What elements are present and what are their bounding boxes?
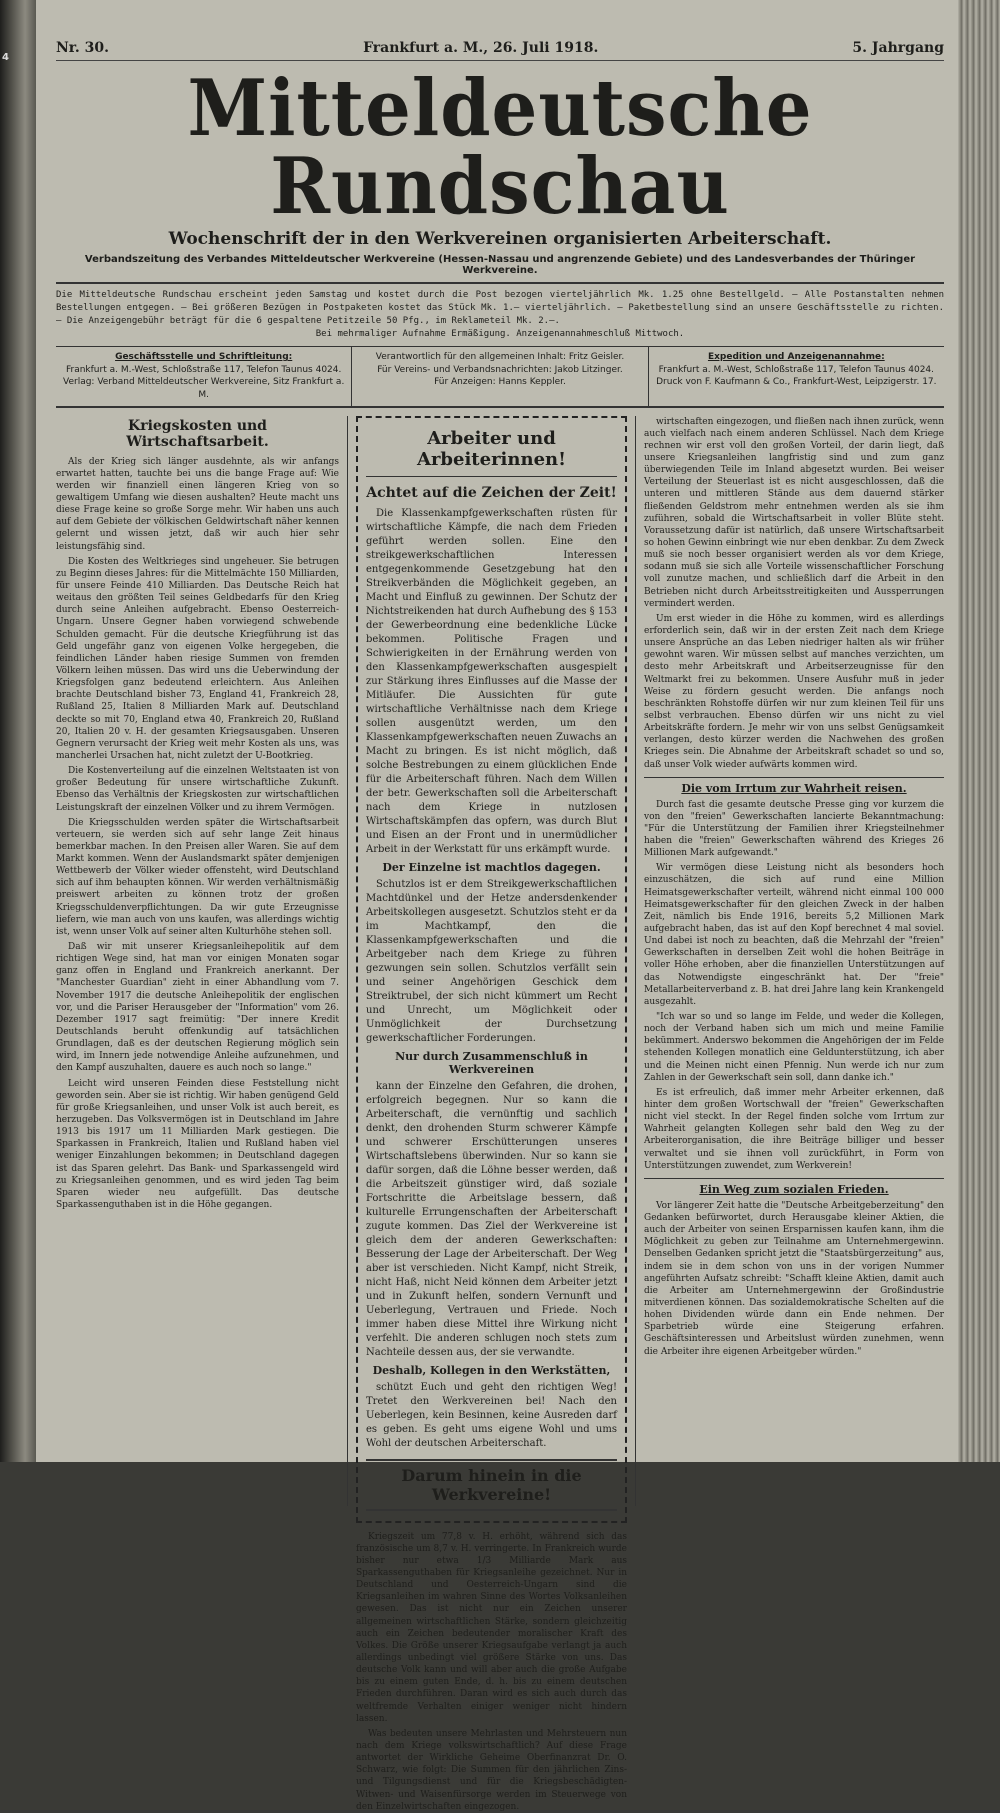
notice-line-1: Die Mitteldeutsche Rundschau erscheint jeden Samstag und kostet durch die Post bezogen vierteljährlich Mk. 1.25 ohne Bestellgeld. — Alle Postanstalten nehmen Bestellungen entgegen. — Bei größeren Bezügen in Postpaketen kostet das Stück Mk. 1.— vierteljährlich. — Paketbestellung sind an unsere Geschäftsstelle zu richten. — Die Anzeigengebühr beträgt für die 6 gespaltene Petitzeile 50 Pfg., im Reklameteil Mk. 2.—. — [56, 290, 944, 327]
article-title: Die vom Irrtum zur Wahrheit reisen. — [681, 781, 907, 795]
article-columns — [56, 416, 944, 1812]
appeal-box — [356, 416, 627, 1523]
ads-title: Expedition und Anzeigenannahme: — [707, 352, 885, 363]
paragraph: Die Kosten des Weltkrieges sind ungeheuer. Sie betrugen zu Beginn dieses Jahres: für die Mittelmächte 150 Milliarden, für unsere Feinde 410 Milliarden. Das Deutsche Reich hat weitaus den größten Teil seines Geldbedarfs für den Krieg durch seine Anleihen aufgebracht. Ebenso Oesterreich-Ungarn. Unsere Gegner haben vorwiegend schwebende Schulden gemacht. Für die deutsche Kriegführung ist das Geld ungefähr ganz von eigenen Volke hergegeben, die feindlichen Länder haben riesige Summen von fremden Völkern leihen müssen. Das wird uns die Ueberwindung der Kriegsfolgen ganz bedeutend erleichtern. Aus Anleihen brachte Deutschland bisher 73, England 41, Frankreich 28, Rußland 25, Italien 8 Milliarden Mark auf. Deutschland deckte so mit 70, England etwa 40, Frankreich 20, Rußland 20, Italien 20 v. H. der gesamten Kriegsausgaben. Unseren Gegnern verursacht der Krieg weit mehr Kosten als uns, was mancherlei Ursachen hat, nicht zuletzt der U-Bootkrieg. — [56, 556, 339, 761]
paragraph: Die Kostenverteilung auf die einzelnen Weltstaaten ist von großer Bedeutung für unsere wirtschaftliche Zukunft. Ebenso das Verhältnis der Kriegskosten zur wirtschaftlichen Leistungskraft der einzelnen Völker und zu ihrem Vermögen. — [56, 766, 339, 813]
volume: 5. Jahrgang — [852, 40, 944, 56]
appeal-paragraph: Die Klassenkampfgewerkschaften rüsten für wirtschaftliche Kämpfe, die nach dem Frieden geführt werden sollen. Eine den streikgewerkschaftlichen Interessen entgegenkommende Gesetzgebung hat den Streikverbänden die Möglichkeit gegeben, an Macht und Einfluß zu gewinnen. Der Schutz der Nichtstreikenden hat durch Aufhebung des § 153 der Gewerbeordnung eine bedenkliche Lücke bekommen. Politische Fragen und Schwierigkeiten in der Ernährung werden von den Klassenkampfgewerkschaften ausgespielt zur Stärkung ihres Einflusses auf die Masse der Mitläufer. Die Aussichten für gute wirtschaftliche Verhältnisse nach dem Kriege sollen ausgenützt werden, um den Klassenkampfgewerkschaften neuen Zuwachs an Macht zu bringen. Es ist nicht möglich, daß solche Bestrebungen zu einem glücklichen Ende für die Arbeiterschaft führen. Nach dem Willen der betr. Gewerkschaften soll die Arbeiterschaft nach dem Kriege in nutzlosen Wirtschaftskämpfen das opfern, was durch Blut und Eisen an der Front und in unermüdlicher Arbeit in der Werkstatt für uns erkämpft wurde. — [366, 507, 617, 855]
column-left — [56, 416, 348, 1506]
margin-page-number: 4 — [2, 52, 9, 63]
office-title: Geschäftsstelle und Schriftleitung: — [115, 352, 293, 363]
appeal-paragraph: Schutzlos ist er dem Streikgewerkschaftlichen Machtdünkel und der Hetze andersdenkender Arbeitskollegen ausgesetzt. Schutzlos steht er da im Machtkampf, den die Klassenkampfgewerkschaften und die Arbeitgeber nach dem Kriege zu führen gezwungen sein sollen. Schutzlos verfällt sein und seiner Angehörigen Geschick dem Streiktrubel, der sich nicht kümmert um Recht und Unrecht, um Möglichkeit oder Unmöglichkeit der Durchsetzung gewerkschaftlicher Forderungen. — [366, 878, 617, 1044]
paragraph: Vor längerer Zeit hatte die "Deutsche Arbeitgeberzeitung" den Gedanken befürwortet, durch Herausgabe kleiner Aktien, die auch der Arbeiter von seinen Ersparnissen kaufen kann, ihm die Möglichkeit zu geben zur Teilnahme am Unternehmergewinn. Denselben Gedanken spricht jetzt die "Staatsbürgerzeitung" aus, indem sie in dem schon von uns in der vorigen Nummer angeführten Aufsatz schreibt: "Schafft kleine Aktien, damit auch die Arbeiter am Unternehmergewinn der Großindustrie mitverdienen können. Das sozialdemokratische Schelten auf die hohen Dividenden würde dann ein Ende nehmen. Der Sparbetrieb würde eine Steigerung erfahren. Geschäftsinteressen und Arbeitslust würden zunehmen, wenn die Arbeiter ihre eigenen Arbeitgeber würden." — [644, 1200, 944, 1357]
article-irrtum — [644, 777, 944, 1172]
responsible-box — [351, 347, 647, 405]
issue-number: Nr. 30. — [56, 40, 109, 56]
newspaper-page — [36, 0, 958, 1812]
paragraph: Was bedeuten unsere Mehrlasten und Mehrsteuern nun nach dem Kriege volkswirtschaftlich? Auf diese Frage antwortet der Wirkliche Geheime Oberfinanzrat Dr. O. Schwarz, wie folgt: Die Summen für den jährlichen Zins- und Tilgungsdienst und für die Kriegsbeschädigten- Witwen- und Waisenfürsorge werden im Steuerwege von den Einzelwirtschaften eingezogen. — [356, 1728, 627, 1812]
responsible-general: Verantwortlich für den allgemeinen Inhalt: Fritz Geisler. — [375, 352, 625, 363]
office-publisher: Verlag: Verband Mitteldeutscher Werkvereine, Sitz Frankfurt a. M. — [63, 377, 345, 400]
ads-address: Frankfurt a. M.-West, Schloßstraße 117, Telefon Taunus 4024. — [658, 364, 935, 375]
paragraph: wirtschaften eingezogen, und fließen nach ihnen zurück, wenn auch vielfach nach einem anderen Schlüssel. Nach dem Kriege rechnen wir erst voll den großen Vorteil, der darin liegt, daß unsere Kriegsanleihen langfristig sind und zum ganz überwiegenden Teile im Inland abgesetzt wurden. Bei weiser Verteilung der Steuerlast ist es nicht ausgeschlossen, daß die unteren und mittleren Stände aus dem dauernd stärker fließenden Geldstrom mehr entnehmen werden als sie ihm zuführen, sobald die Wirtschaftsarbeit in voller Blüte steht. Voraussetzung dafür ist natürlich, daß unsere Wirtschaftsarbeit so hohen Gewinn einbringt wie nur eben denkbar. Zu dem Zweck muß sie noch besser organisiert werden als vor dem Kriege, sodann muß sie sich alle Vorteile wissenschaftlicher Forschung voll zunutze machen, und schließlich darf die Arbeit in den Betrieben nicht durch Arbeitsstreitigkeiten und Aussperrungen vermindert werden. — [644, 416, 944, 609]
book-binding-left — [0, 0, 36, 1462]
paragraph: Wir vermögen diese Leistung nicht als besonders hoch einzuschätzen, die sich auf rund eine Million Heimatsgewerkschafter verteilt, während nicht einmal 100 000 Heimatsgewerkschafter für den gleichen Zweck in der halben Zeit, nämlich bis Ende 1916, bereits 5,2 Millionen Mark aufgebracht haben, das ist auf den Kopf berechnet 4 mal soviel. Und dabei ist noch zu beachten, daß die Mehrzahl der "freien" Gewerkschaften in derselben Zeit wohl die hohen Beiträge in voller Höhe erhoben, aber die finanziellen Unterstützungen auf das Notwendigste eingeschränkt hat. Der "freie" Metallarbeiterverband z. B. hat drei Jahre lang kein Krankengeld ausgezahlt. — [644, 863, 944, 1007]
appeal-heading: Der Einzelne ist machtlos dagegen. — [382, 860, 601, 874]
organ-line: Verbandszeitung des Verbandes Mitteldeutscher Werkvereine (Hessen-Nassau und angrenzende Gebiete) und des Landesverbandes der Thüringer Werkvereine. — [56, 254, 944, 284]
responsible-news: Für Vereins- und Verbandsnachrichten: Jakob Litzinger. — [377, 364, 623, 375]
office-box — [56, 347, 351, 405]
appeal-heading: Deshalb, Kollegen in den Werkstätten, — [372, 1363, 611, 1377]
responsible-ads: Für Anzeigen: Hanns Keppler. — [434, 377, 566, 388]
article-title: Ein Weg zum sozialen Frieden. — [699, 1182, 889, 1196]
place-date: Frankfurt a. M., 26. Juli 1918. — [363, 40, 599, 56]
paragraph: Als der Krieg sich länger ausdehnte, als wir anfangs erwartet hatten, tauchte bei uns die bange Frage auf: Wie werden wir finanziell einen längeren Krieg von so gewaltigem Umfang wie diesen aushalten? Heute macht uns diese Frage keine so große Sorge mehr. Wir haben uns auch auf dem Gebiete der völkischen Geldwirtschaft näher kennen gelernt und wissen jetzt, daß wir auch hier sehr leistungsfähig sind. — [56, 456, 339, 552]
appeal-subtitle: Achtet auf die Zeichen der Zeit! — [366, 484, 617, 501]
column-middle — [348, 416, 636, 1812]
article-sozialer-frieden — [644, 1178, 944, 1358]
info-boxes — [56, 347, 944, 407]
column-right — [636, 416, 944, 1506]
paragraph: Um erst wieder in die Höhe zu kommen, wird es allerdings erforderlich sein, daß wir in der ersten Zeit nach dem Kriege unsere Ansprüche an das Leben niedriger halten als wir früher gewohnt waren. Wir müssen selbst auf manches verzichten, um desto mehr Arbeitskraft und Arbeitserzeugnisse für den Weltmarkt frei zu bekommen. Unsere Ausfuhr muß in jeder Weise zu fördern gesucht werden. Die anfangs noch beschränkten Rohstoffe dürfen wir nur zum kleinen Teil für uns selbst verbrauchen. Ebenso dürfen wir uns nicht zu viel Arbeitskräfte fordern. Je mehr wir von uns selbst Genügsamkeit verlangen, desto kürzer werden die Nachwehen des großen Krieges sein. Die Abnahme der Arbeitskraft schadet so und so, daß unser Volk wieder aufwärts kommen wird. — [644, 613, 944, 770]
masthead-subtitle: Wochenschrift der in den Werkvereinen organisierten Arbeiterschaft. — [168, 229, 832, 249]
office-address: Frankfurt a. M.-West, Schloßstraße 117, Telefon Taunus 4024. — [65, 364, 342, 375]
appeal-title: Arbeiter und Arbeiterinnen! — [366, 428, 617, 477]
paragraph: Leicht wird unseren Feinden diese Feststellung nicht geworden sein. Aber sie ist richtig. Wir haben genügend Geld für große Kriegsanleihen, und unser Volk ist auch bereit, es herzugeben. Das Volksvermögen ist in Deutschland im Jahre 1913 bis 1917 um 11 Milliarden Mark gestiegen. Die Sparkassen in Frankreich, Italien und Rußland haben viel weniger Einzahlungen bekommen; in Deutschland dagegen ist das Sparen gelehrt. Das Bank- und Sparkassengeld wird zu Kriegsanleihen genommen, und es wird jeden Tag beim Sparen wieder neu aufgefüllt. Das deutsche Sparkassenguthaben ist in die Höhe gegangen. — [56, 1078, 339, 1210]
ads-box — [648, 347, 944, 405]
appeal-paragraph: kann der Einzelne den Gefahren, die drohen, erfolgreich begegnen. Nur so kann die Arbeiterschaft, die vernünftig und sachlich denkt, den drohenden Sturm schwerer Kämpfe und schwerer Erschütterungen unseres Wirtschaftslebens überwinden. Nur so kann sie dafür sorgen, daß die Löhne besser werden, daß die Arbeitszeit günstiger wird, daß soziale Fortschritte die Arbeitslage bessern, daß kulturelle Errungenschaften der Arbeiterschaft zugute kommen. Das Ziel der Werkvereine ist gleich dem der anderen Gewerkschaften: Besserung der Lage der Arbeiterschaft. Der Weg aber ist verschieden. Nicht Kampf, nicht Streik, nicht Haß, nicht Neid können dem Arbeiter jetzt und in Zukunft helfen, sondern Vernunft und Ueberlegung, Vertrauen und Friede. Noch immer haben diese Mittel ihre Wirkung nicht verfehlt. Die anderen schlugen noch stets zum Nachteile dessen aus, der sie verwandte. — [366, 1080, 617, 1358]
paragraph: Daß wir mit unserer Kriegsanleihepolitik auf dem richtigen Wege sind, hat man vor einigen Monaten sogar ganz offen in England und Frankreich anerkannt. Der "Manchester Guardian" zieht in einer Abhandlung vom 7. November 1917 die deutsche Anleihepolitik der englischen vor, und die Pariser Herausgeber der "Information" vom 26. Dezember 1917 sagt freimütig: "Der innere Kredit Deutschlands beruht offenkundig auf tatsächlichen Grundlagen, daß es der deutschen Regierung möglich sein wird, im Innern jede notwendige Anleihe aufzunehmen, und den Kampf auszuhalten, dauere es auch noch so lange." — [56, 942, 339, 1074]
paragraph: Es ist erfreulich, daß immer mehr Arbeiter erkennen, daß hinter dem großen Wortschwall der "freien" Gewerkschaften nicht viel steckt. In der Regel finden solche vom Irrtum zur Wahrheit gelangten Kollegen sehr bald den Weg zu der Arbeiterorganisation, die ihre Beiträge billiger und besser verwaltet und sie ihnen voll zurückführt, in Form von Unterstützungen zuwendet, zum Werkverein! — [644, 1087, 944, 1171]
paragraph: Kriegszeit um 77,8 v. H. erhöht, während sich das französische um 8,7 v. H. verringerte. In Frankreich wurde bisher nur etwa 1/3 Milliarde Mark aus Sparkassenguthaben für Kriegsanleihe gezeichnet. Nur in Deutschland und Oesterreich-Ungarn sind die Kriegsanleihen im wahren Sinne des Wortes Volksanleihen gewesen. Das ist nicht nur ein Zeichen unserer allgemeinen wirtschaftlichen Stärke, sondern gleichzeitig auch ein Zeichen bedeutender moralischer Kraft des Volkes. Die Größe unserer Kriegsaufgabe verlangt ja auch allerdings unbedingt viel größere Stärke von uns. Das deutsche Volk kann und will aber auch die große Aufgabe bis zu einem guten Ende, d. h. bis zu einem deutschen Frieden durchführen. Daran wird es sich auch durch das weltfremde Verhalten einiger weniger nicht hindern lassen. — [356, 1531, 627, 1724]
paragraph: "Ich war so und so lange im Felde, und weder die Kollegen, noch der Verband haben sich um mich und meine Familie bekümmert. Anderswo bekommen die Angehörigen der im Felde stehenden Kollegen monatlich eine Geldunterstützung, ich aber und die Meinen nicht einen Pfennig. Nun werde ich nur zum Zahlen in der Gewerkschaft sein soll, dann danke ich." — [644, 1012, 944, 1083]
book-page-edges-right — [956, 0, 1000, 1462]
paragraph: Die Kriegsschulden werden später die Wirtschaftsarbeit verteuern, sie werden sich auf sehr lange Zeit hinaus bemerkbar machen. In den Preisen aller Waren. Sie auf dem Markt kommen. Wenn der Auslandsmarkt später demjenigen Wettbewerb der Völker wieder offensteht, wird Deutschland sich auf ihm behaupten können. Wir werden verhältnismäßig preiswert arbeiten zu können trotz der großen Kriegsschuldenverpflichtungen. Da wir gute Erzeugnisse liefern, wie man auch von uns kaufen, was allerdings wichtig ist, wenn unser Volk auf seiner alten Kulturhöhe stehen soll. — [56, 817, 339, 937]
appeal-paragraph: schützt Euch und geht den richtigen Weg! Tretet den Werkvereinen bei! Nach den Ueberlegen, kein Besinnen, keine Ausreden darf es geben. Es geht ums eigene Wohl und ums Wohl der deutschen Arbeiterschaft. — [366, 1381, 617, 1449]
subscription-notice — [56, 284, 944, 347]
article-title: Kriegskosten und Wirtschaftsarbeit. — [126, 417, 269, 450]
notice-line-2: Bei mehrmaliger Aufnahme Ermäßigung. Anzeigenannahmeschluß Mittwoch. — [315, 329, 685, 340]
appeal-closing: Darum hinein in die Werkvereine! — [366, 1459, 617, 1511]
masthead-title: Mitteldeutsche Rundschau — [187, 61, 813, 232]
appeal-heading: Nur durch Zusammenschluß in Werkvereinen — [395, 1049, 588, 1076]
header-top-line — [56, 40, 944, 61]
ads-printer: Druck von F. Kaufmann & Co., Frankfurt-West, Leipzigerstr. 17. — [656, 377, 937, 388]
paragraph: Durch fast die gesamte deutsche Presse ging vor kurzem die von den "freien" Gewerkschaften lancierte Bekanntmachung: "Für die Unterstützung der Familien ihrer Kriegsteilnehmer haben die "freien" Gewerkschaften während des Krieges 26 Millionen Mark aufgewandt." — [644, 799, 944, 859]
